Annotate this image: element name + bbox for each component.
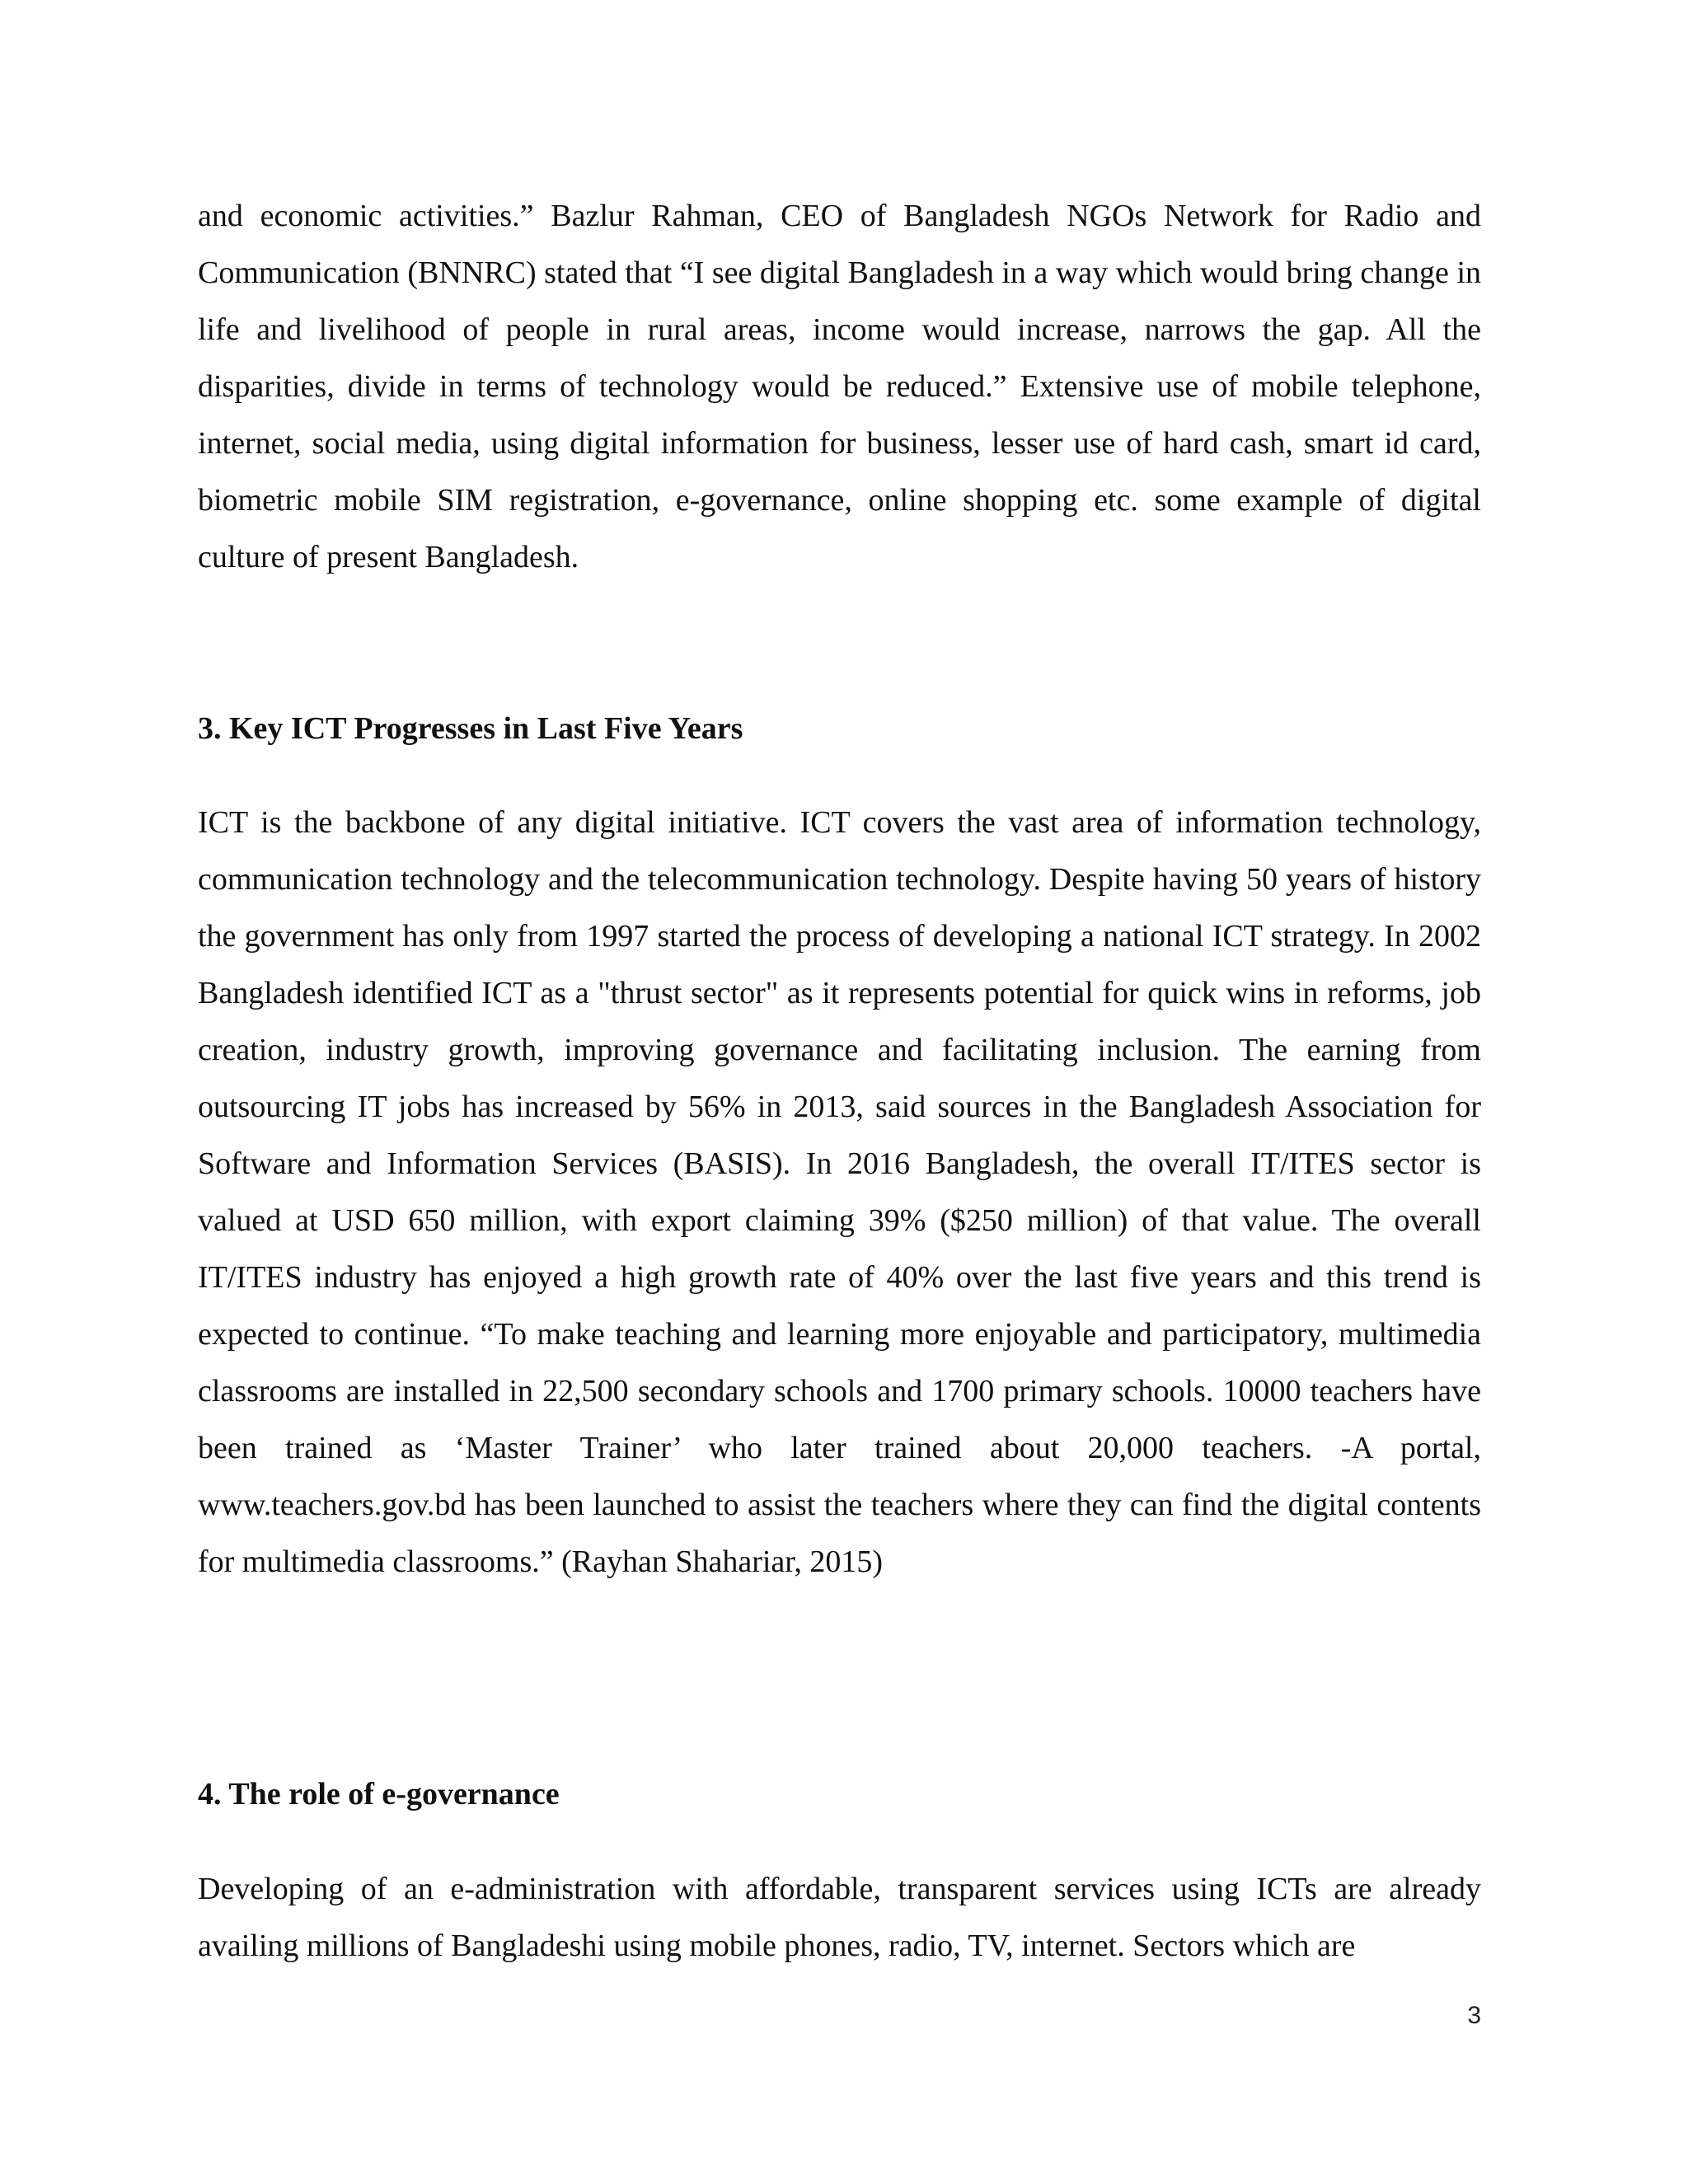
section-4-heading: 4. The role of e-governance bbox=[198, 1777, 560, 1811]
section-3-paragraph: ICT is the backbone of any digital initiative. ICT covers the vast area of information technology, communication technology and the telecommunication technology. Despite having 50 years of history the government has only from 1997 started the process of developing a national ICT strategy. In 2002 Bangladesh identified ICT as a "thrust sector" as it represents potential for quick wins in reforms, job creation, industry growth, improving governance and facilitating inclusion. The earning from outsourcing IT jobs has increased by 56% in 2013, said sources in the Bangladesh Association for Software and Information Services (BASIS). In 2016 Bangladesh, the overall IT/ITES sector is valued at USD 650 million, with export claiming 39% ($250 million) of that value. The overall IT/ITES industry has enjoyed a high growth rate of 40% over the last five years and this trend is expected to continue. “To make teaching and learning more enjoyable and participatory, multimedia classrooms are installed in 22,500 secondary schools and 1700 primary schools. 10000 teachers have been trained as ‘Master Trainer’ who later trained about 20,000 teachers. -A portal, www.teachers.gov.bd has been launched to assist the teachers where they can find the digital contents for multimedia classrooms.” (Rayhan Shahariar, 2015) bbox=[198, 805, 1481, 1579]
intro-paragraph: and economic activities.” Bazlur Rahman, CEO of Bangladesh NGOs Network for Radio and Communication (BNNRC) stated that “I see digital Bangladesh in a way which would bring change in life and livelihood of people in rural areas, income would increase, narrows the gap. All the disparities, divide in terms of technology would be reduced.” Extensive use of mobile telephone, internet, social media, using digital information for business, lesser use of hard cash, smart id card, biometric mobile SIM registration, e-governance, online shopping etc. some example of digital culture of present Bangladesh. bbox=[198, 199, 1481, 574]
section-3-heading: 3. Key ICT Progresses in Last Five Years bbox=[198, 711, 743, 746]
page-number: 3 bbox=[1467, 2002, 1481, 2029]
section-4-paragraph: Developing of an e-administration with affordable, transparent services using ICTs are already availing millions of Bangladeshi using mobile phones, radio, TV, internet. Sectors which are bbox=[198, 1872, 1481, 1963]
